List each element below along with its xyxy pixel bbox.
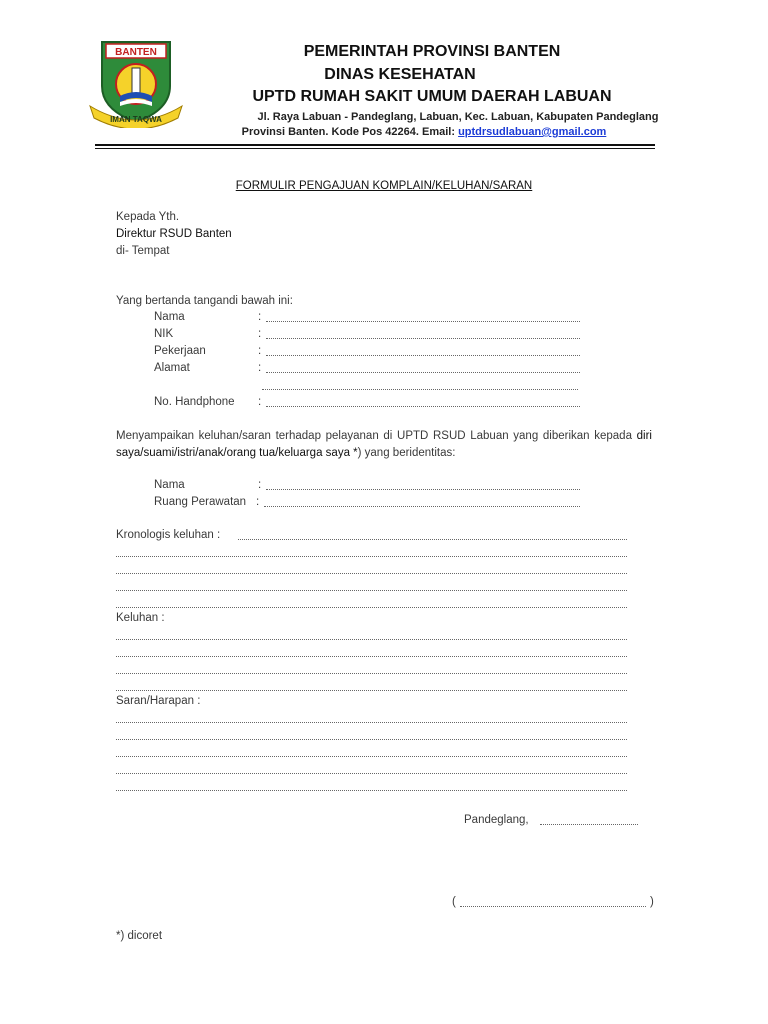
kronologis-line[interactable] [116, 555, 627, 557]
field-line-alamat[interactable] [266, 371, 580, 373]
field-colon: : [258, 396, 262, 408]
statement-options: diri saya/suami/istri/anak/orang tua/keluarga saya * [116, 430, 652, 459]
header-province-line [40, 126, 768, 138]
field-line-alamat-2[interactable] [262, 388, 578, 390]
kronologis-line[interactable] [116, 572, 627, 574]
field-label-pekerjaan: Pekerjaan [154, 345, 206, 357]
patient-line-nama[interactable] [266, 488, 580, 490]
patient-label-ruang: Ruang Perawatan [154, 496, 247, 508]
field-colon: : [258, 362, 262, 374]
field-label-nik: NIK [154, 328, 174, 340]
saran-line[interactable] [116, 755, 627, 757]
saran-label: Saran/Harapan : [116, 695, 201, 707]
patient-label-nama: Nama [154, 479, 185, 491]
signature-open-paren: ( [452, 896, 456, 908]
recipient-name: Direktur RSUD Banten [116, 228, 232, 240]
logo-top-text: BANTEN [115, 47, 157, 58]
applicant-intro: Yang bertanda tangandi bawah ini: [116, 295, 293, 307]
header-address: Jl. Raya Labuan - Pandeglang, Labuan, Kec. Labuan, Kabupaten Pandeglang [257, 111, 659, 123]
keluhan-line[interactable] [116, 689, 627, 691]
header-province-text: Provinsi Banten. Kode Pos 42264. Email: [241, 126, 456, 138]
field-label-handphone: No. Handphone [154, 396, 235, 408]
saran-line[interactable] [116, 789, 627, 791]
field-line-handphone[interactable] [266, 405, 580, 407]
header-department: DINAS KESEHATAN [324, 66, 476, 83]
signature-place: Pandeglang, [464, 814, 529, 826]
statement-part1: Menyampaikan keluhan/saran terhadap pelayanan di UPTD RSUD Labuan yang diberikan kepada [116, 430, 632, 442]
kronologis-line[interactable] [116, 589, 627, 591]
signature-date-line[interactable] [540, 823, 638, 825]
header-government: PEMERINTAH PROVINSI BANTEN [303, 43, 561, 60]
keluhan-line[interactable] [116, 672, 627, 674]
email-link[interactable]: uptdrsudlabuan@gmail.com [458, 126, 607, 138]
kronologis-line[interactable] [116, 606, 627, 608]
signature-close-paren: ) [650, 896, 654, 908]
saran-line[interactable] [116, 738, 627, 740]
field-colon: : [258, 479, 262, 491]
patient-line-ruang[interactable] [264, 505, 580, 507]
header-divider-thin [95, 148, 655, 149]
recipient-place: di- Tempat [116, 245, 170, 257]
kronologis-label: Kronologis keluhan : [116, 529, 221, 541]
saran-line[interactable] [116, 772, 627, 774]
header-divider-thick [95, 144, 655, 146]
keluhan-line[interactable] [116, 655, 627, 657]
field-line-pekerjaan[interactable] [266, 354, 580, 356]
form-title: FORMULIR PENGAJUAN KOMPLAIN/KELUHAN/SARAN [235, 180, 533, 192]
statement-paragraph [116, 428, 652, 462]
statement-part3: ) yang beridentitas: [357, 447, 456, 459]
field-label-alamat: Alamat [154, 362, 190, 374]
saran-line[interactable] [116, 721, 627, 723]
keluhan-label: Keluhan : [116, 612, 165, 624]
keluhan-line[interactable] [116, 638, 627, 640]
logo-bottom-text: IMAN TAQWA [110, 115, 162, 124]
recipient-salutation: Kepada Yth. [116, 211, 180, 223]
field-line-nik[interactable] [266, 337, 580, 339]
header-hospital: UPTD RUMAH SAKIT UMUM DAERAH LABUAN [252, 88, 612, 105]
field-colon: : [258, 311, 262, 323]
field-line-nama[interactable] [266, 320, 580, 322]
field-colon: : [258, 345, 262, 357]
field-colon: : [256, 496, 260, 508]
field-label-nama: Nama [154, 311, 185, 323]
signature-name-line[interactable] [460, 905, 646, 907]
footnote: *) dicoret [116, 930, 163, 942]
field-colon: : [258, 328, 262, 340]
kronologis-line[interactable] [238, 538, 627, 540]
